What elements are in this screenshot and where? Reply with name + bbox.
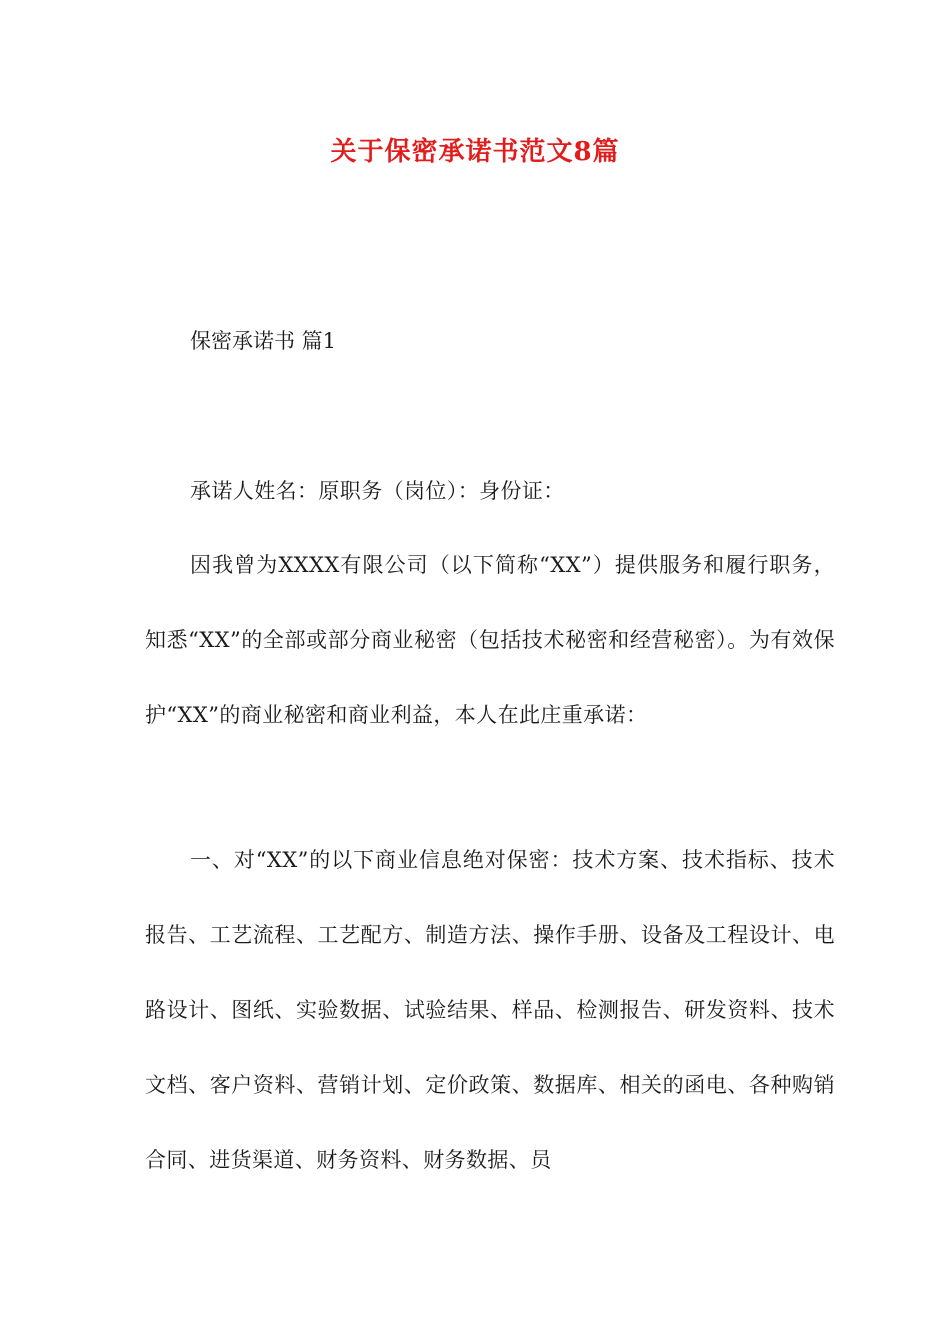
- paragraph-intro: 因我曾为XXXX有限公司（以下简称“XX”）提供服务和履行职务，知悉“XX”的全部或部分商业秘密（包括技术秘密和经营秘密）。为有效保护“XX”的商业秘密和商业利益，本人在此庄重承诺：: [145, 553, 835, 727]
- document-title: 关于保密承诺书范文8篇: [330, 137, 620, 167]
- paragraph-pledger-info: 承诺人姓名：原职务（岗位）：身份证：: [190, 479, 565, 503]
- paragraph-clause-1: 一、对“XX”的以下商业信息绝对保密：技术方案、技术指标、技术报告、工艺流程、工艺配方、制造方法、操作手册、设备及工程设计、电路设计、图纸、实验数据、试验结果、样品、检测报告、研发资料、技术文档、客户资料、营销计划、定价政策、数据库、相关的函电、各种购销合同、进货渠道、财务资料、财务数据、员: [145, 848, 835, 1172]
- section-heading: 保密承诺书 篇1: [190, 329, 337, 353]
